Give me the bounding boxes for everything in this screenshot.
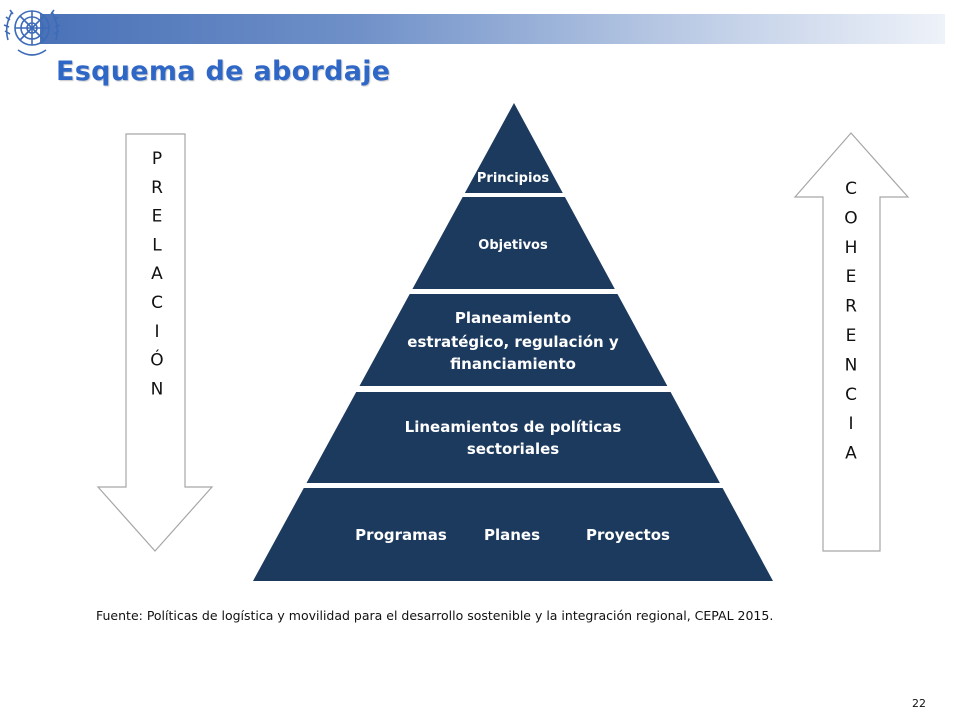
coherencia-letter: O	[844, 208, 858, 229]
coherencia-letter: E	[845, 326, 857, 346]
prelacion-letter: E	[151, 206, 163, 227]
prelacion-letter: A	[151, 264, 163, 285]
pyramid-label-planeamiento: financiamiento	[450, 355, 576, 373]
prelacion-letter: L	[152, 235, 162, 256]
coherencia-letter: C	[845, 179, 857, 199]
prelacion-letter: Ó	[150, 350, 164, 371]
pyramid-label-planeamiento: estratégico, regulación y	[407, 333, 619, 351]
prelacion-letter: N	[150, 379, 164, 400]
pyramid-label-lineamientos: sectoriales	[466, 440, 560, 458]
pyramid-label-principios: Principios	[476, 171, 550, 186]
coherencia-letter: C	[845, 384, 857, 405]
prelacion-letter: I	[154, 321, 160, 342]
pyramid-label-planes: Planes	[483, 526, 541, 544]
pyramid-label-planeamiento: Planeamiento	[454, 309, 572, 327]
prelacion-label	[150, 149, 163, 399]
pyramid-label-programas: Programas	[355, 526, 447, 544]
coherencia-letter: R	[845, 296, 857, 317]
pyramid-label-proyectos: Proyectos	[586, 526, 670, 544]
prelacion-letter: R	[151, 177, 163, 198]
page-title: Esquema de abordaje	[56, 56, 391, 87]
pyramid-label-lineamientos: Lineamientos de políticas	[404, 418, 622, 436]
source-note: Fuente: Políticas de logística y movilidad para el desarrollo sostenible y la integración regional, CEPAL 2015.	[96, 608, 774, 623]
coherencia-letter: N	[844, 355, 858, 376]
prelacion-letter: C	[151, 293, 163, 313]
pyramid-label-objetivos: Objetivos	[478, 238, 548, 253]
pyramid-level-lineamientos	[307, 392, 720, 483]
page-number: 22	[912, 697, 926, 710]
prelacion-letter: P	[151, 149, 163, 169]
coherencia-letter: H	[844, 237, 858, 258]
coherencia-letter: I	[848, 414, 854, 435]
coherencia-letter: A	[845, 443, 857, 464]
coherencia-letter: E	[845, 267, 857, 288]
pyramid	[253, 103, 773, 581]
